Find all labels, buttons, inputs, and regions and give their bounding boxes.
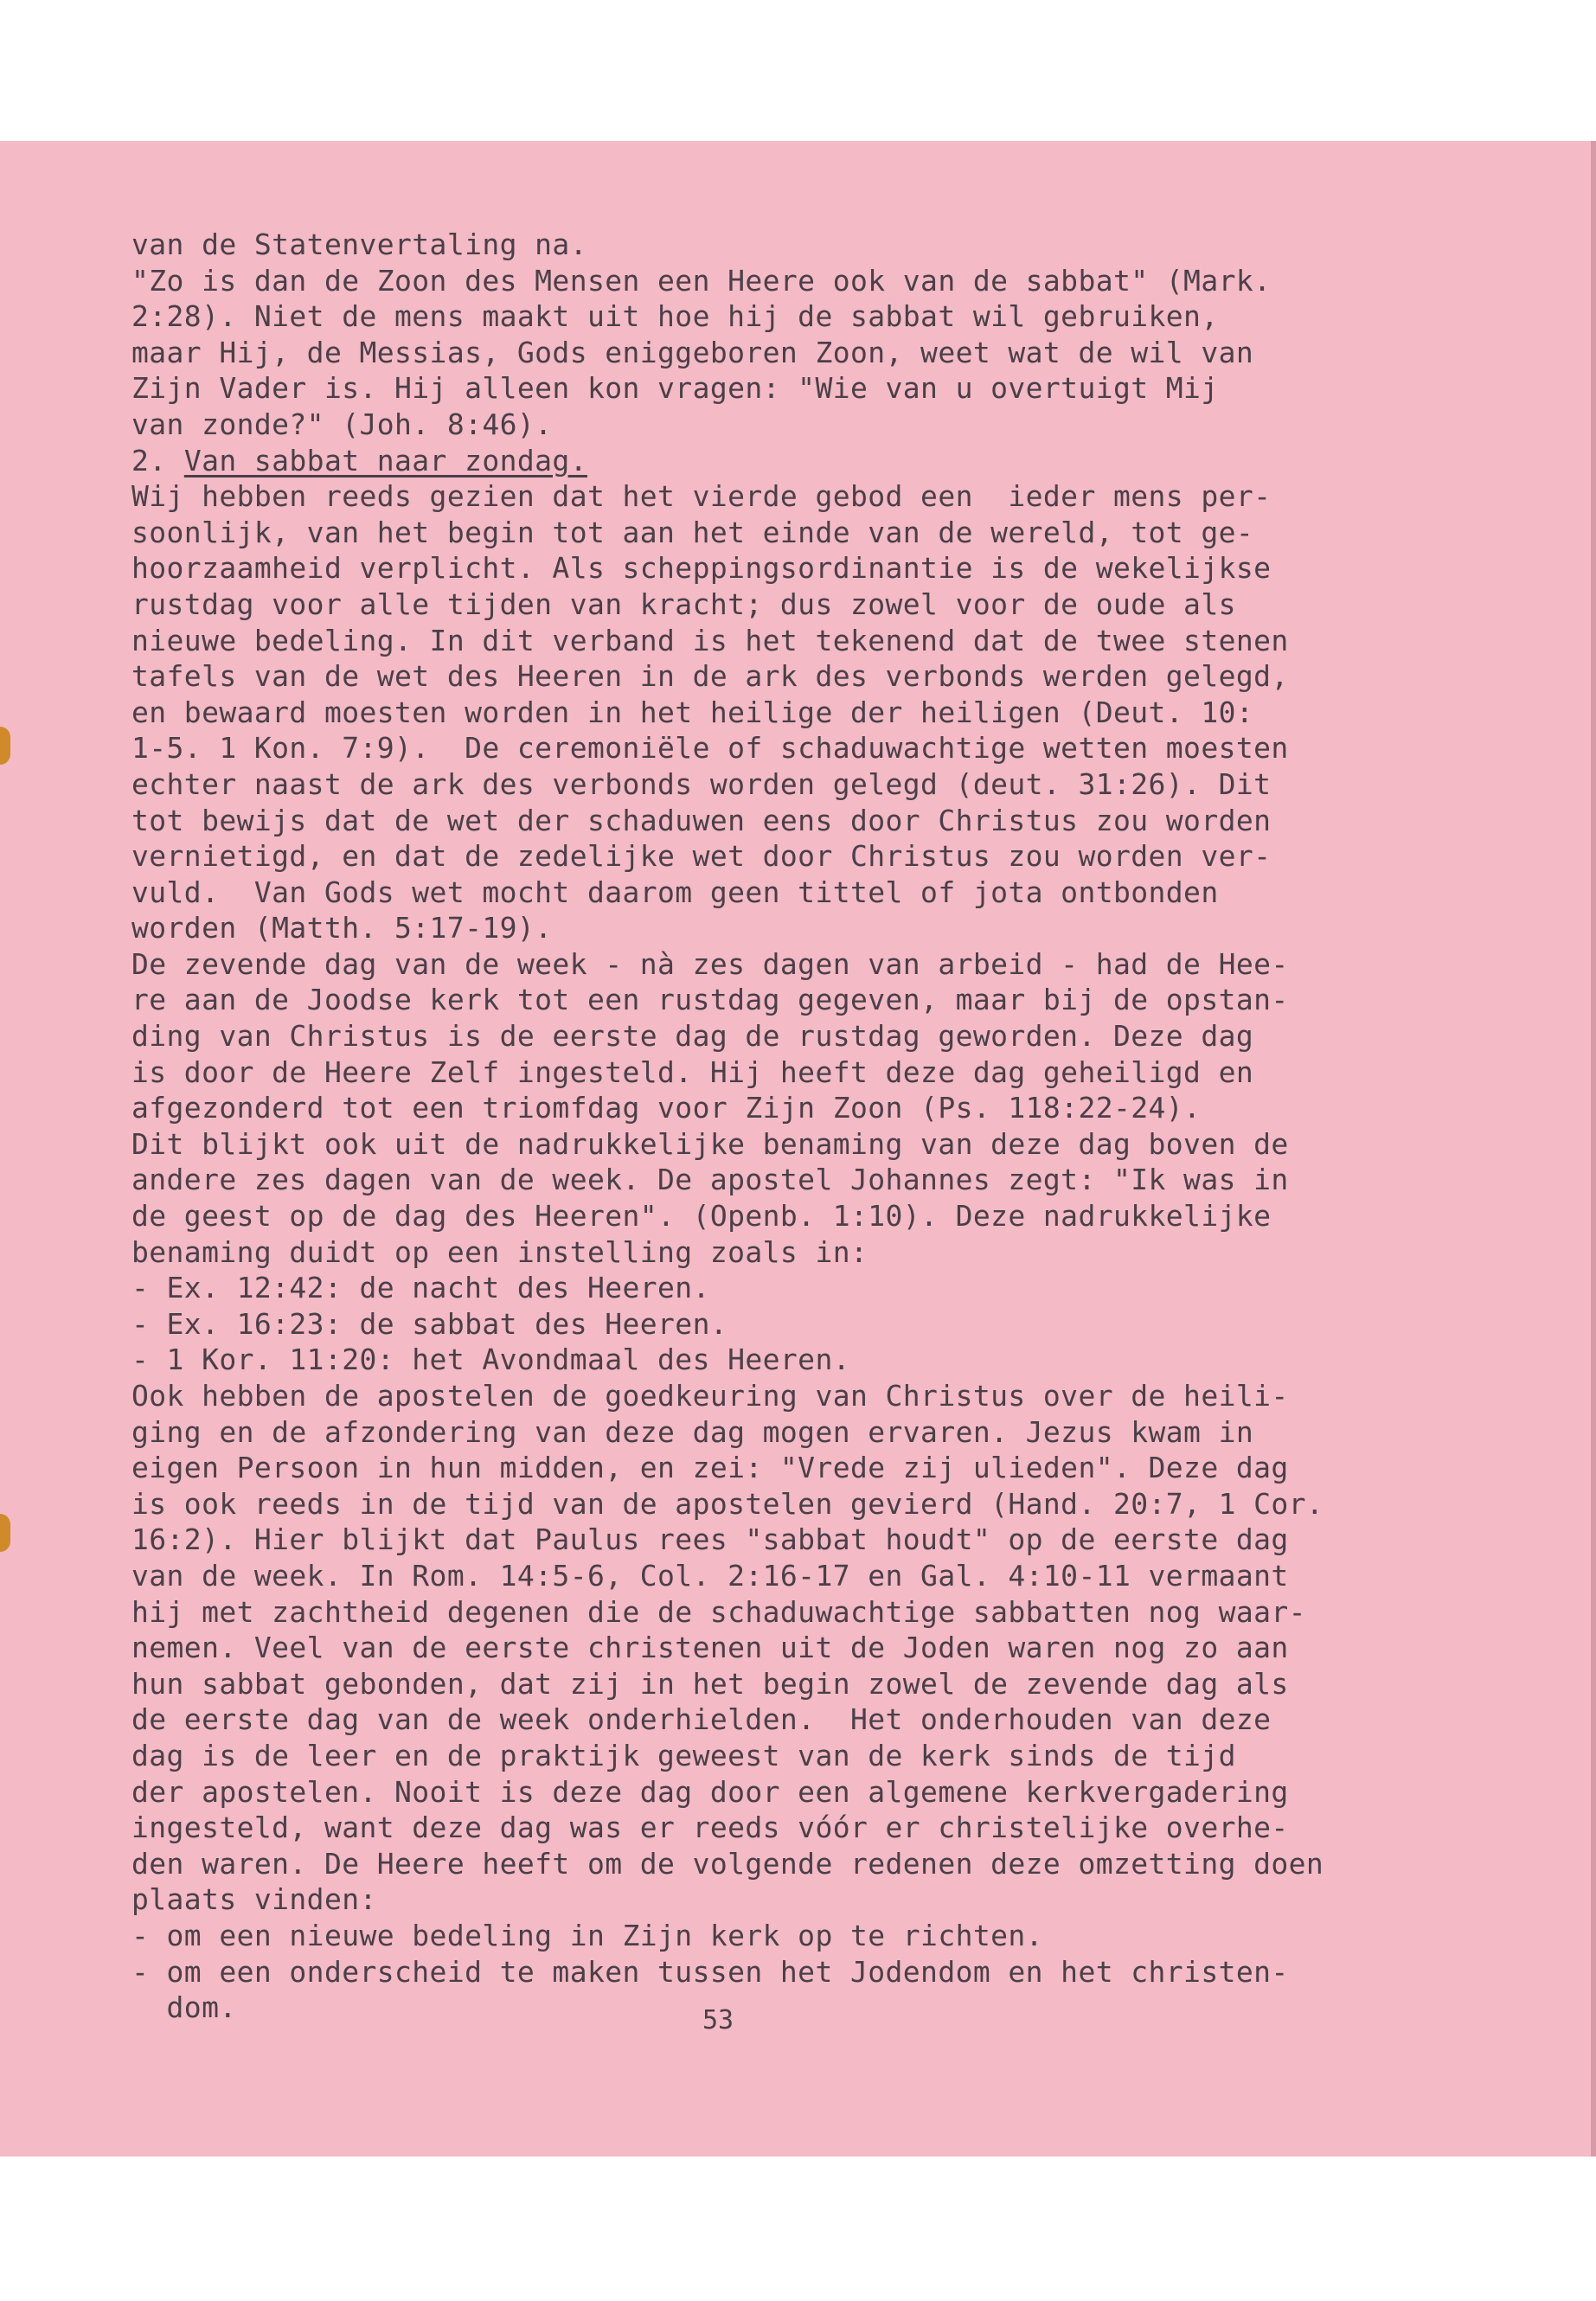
text-line: van de week. In Rom. 14:5-6, Col. 2:16-17 en Gal. 4:10-11 vermaant	[131, 1558, 1289, 1593]
text-line: tafels van de wet des Heeren in de ark des verbonds werden gelegd,	[131, 659, 1289, 694]
text-line: re aan de Joodse kerk tot een rustdag gegeven, maar bij de opstan-	[131, 983, 1289, 1017]
text-line: maar Hij, de Messias, Gods eniggeboren Zoon, weet wat de wil van	[131, 335, 1254, 369]
text-line: afgezonderd tot een triomfdag voor Zijn Zoon (Ps. 118:22-24).	[131, 1091, 1202, 1125]
text-line: Ook hebben de apostelen de goedkeuring van Christus over de heili-	[131, 1379, 1289, 1413]
text-line: - Ex. 16:23: de sabbat des Heeren.	[131, 1306, 728, 1341]
text-line: der apostelen. Nooit is deze dag door een algemene kerkvergadering	[131, 1774, 1289, 1809]
text-line: en bewaard moesten worden in het heilige der heiligen (Deut. 10:	[131, 695, 1254, 729]
text-line: de eerste dag van de week onderhielden. Het onderhouden van deze	[131, 1702, 1272, 1737]
text-line: worden (Matth. 5:17-19).	[131, 911, 553, 945]
text-line: andere zes dagen van de week. De apostel Johannes zegt: "Ik was in	[131, 1163, 1289, 1197]
text-line: vernietigd, en dat de zedelijke wet door Christus zou worden ver-	[131, 839, 1272, 874]
text-line: 1-5. 1 Kon. 7:9). De ceremoniële of schaduwachtige wetten moesten	[131, 731, 1289, 766]
text-line: de geest op de dag des Heeren". (Openb. 1:10). Deze nadrukkelijke	[131, 1199, 1272, 1234]
text-line: benaming duidt op een instelling zoals in:	[131, 1234, 869, 1269]
text-line: Dit blijkt ook uit de nadrukkelijke benaming van deze dag boven de	[131, 1126, 1289, 1161]
text-line: - Ex. 12:42: de nacht des Heeren.	[131, 1271, 710, 1305]
text-line: dom.	[131, 1990, 237, 2025]
text-line: nemen. Veel van de eerste christenen uit de Joden waren nog zo aan	[131, 1631, 1289, 1665]
text-line: 16:2). Hier blijkt dat Paulus rees "sabbat houdt" op de eerste dag	[131, 1522, 1289, 1557]
section-number: 2.	[131, 443, 184, 478]
text-line: dag is de leer en de praktijk geweest van de kerk sinds de tijd	[131, 1738, 1236, 1772]
page-edge	[1591, 141, 1596, 2157]
text-line: Zijn Vader is. Hij alleen kon vragen: "Wie van u overtuigt Mij	[131, 371, 1219, 406]
section-heading	[131, 443, 1516, 479]
text-line: ding van Christus is de eerste dag de rustdag geworden. Deze dag	[131, 1019, 1254, 1054]
text-line: ingesteld, want deze dag was er reeds vóór er christelijke overhe-	[131, 1811, 1289, 1845]
text-line: "Zo is dan de Zoon des Mensen een Heere ook van de sabbat" (Mark.	[131, 263, 1272, 298]
text-line: tot bewijs dat de wet der schaduwen eens door Christus zou worden	[131, 803, 1272, 837]
text-line: 2:28). Niet de mens maakt uit hoe hij de sabbat wil gebruiken,	[131, 299, 1219, 334]
section-title: Van sabbat naar zondag.	[183, 443, 587, 478]
text-line: is ook reeds in de tijd van de apostelen gevierd (Hand. 20:7, 1 Cor.	[131, 1486, 1324, 1521]
text-line: soonlijk, van het begin tot aan het einde van de wereld, tot ge-	[131, 515, 1254, 549]
text-line: nieuwe bedeling. In dit verband is het tekenend dat de twee stenen	[131, 623, 1289, 657]
text-line: ging en de afzondering van deze dag mogen ervaren. Jezus kwam in	[131, 1414, 1254, 1449]
text-line: van de Statenvertaling na.	[131, 228, 587, 261]
body-text	[131, 227, 1516, 2026]
text-line: van zonde?" (Joh. 8:46).	[131, 407, 553, 441]
text-line: - om een onderscheid te maken tussen het Jodendom en het christen-	[131, 1954, 1289, 1989]
text-line: hun sabbat gebonden, dat zij in het begin zowel de zevende dag als	[131, 1666, 1289, 1701]
text-line: is door de Heere Zelf ingesteld. Hij heeft deze dag geheiligd en	[131, 1054, 1254, 1089]
text-line: den waren. De Heere heeft om de volgende redenen deze omzetting doen	[131, 1846, 1324, 1881]
text-line: - 1 Kor. 11:20: het Avondmaal des Heeren.	[131, 1343, 850, 1377]
text-line: vuld. Van Gods wet mocht daarom geen tittel of jota ontbonden	[131, 875, 1219, 909]
binder-hole-bottom	[0, 1514, 10, 1552]
text-line: hoorzaamheid verplicht. Als scheppingsordinantie is de wekelijkse	[131, 551, 1272, 586]
text-line: plaats vinden:	[131, 1882, 377, 1917]
text-line: De zevende dag van de week - nà zes dagen van arbeid - had de Hee-	[131, 946, 1289, 981]
text-line: - om een nieuwe bedeling in Zijn kerk op te richten.	[131, 1918, 1043, 1952]
text-line: eigen Persoon in hun midden, en zei: "Vrede zij ulieden". Deze dag	[131, 1451, 1289, 1485]
page-number: 53	[702, 2005, 734, 2035]
text-line: hij met zachtheid degenen die de schaduwachtige sabbatten nog waar-	[131, 1594, 1306, 1629]
text-line: echter naast de ark des verbonds worden gelegd (deut. 31:26). Dit	[131, 766, 1272, 801]
text-line: rustdag voor alle tijden van kracht; dus zowel voor de oude als	[131, 586, 1236, 621]
binder-hole-top	[0, 727, 10, 765]
text-line: Wij hebben reeds gezien dat het vierde gebod een ieder mens per-	[131, 479, 1272, 514]
